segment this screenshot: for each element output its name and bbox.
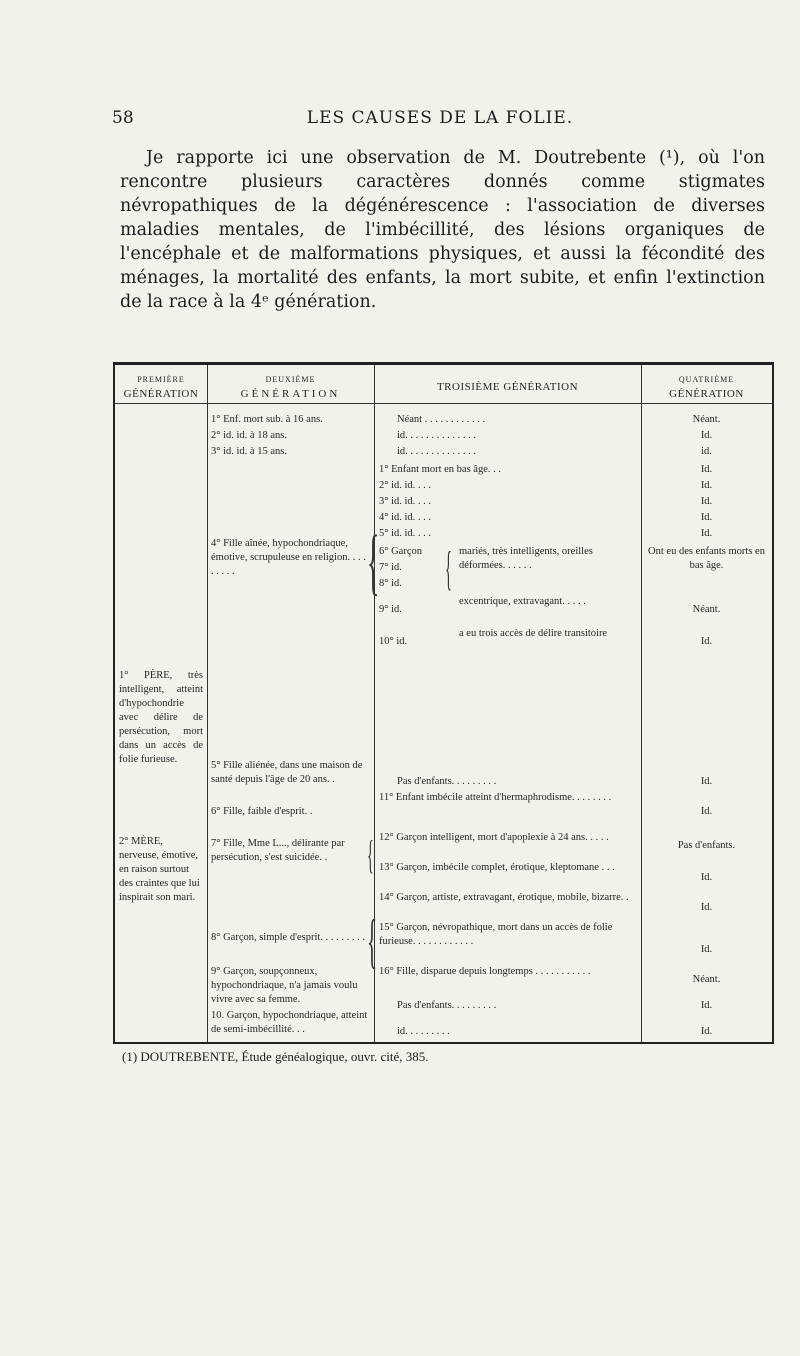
header-gen2 bbox=[207, 373, 374, 401]
gen3-row-6: 3° id. id. . . . bbox=[379, 496, 432, 507]
gen3-row-14: 12° Garçon intelligent, mort d'apoplexie à 24 ans. . . . . bbox=[379, 832, 609, 843]
gen2-item-8: 8° Garçon, simple d'esprit. . . . . . . . . bbox=[211, 932, 365, 943]
header-gen1 bbox=[115, 373, 207, 401]
gen4-row-2: Id. bbox=[700, 430, 713, 441]
header-divider bbox=[115, 403, 772, 404]
gen4-row-12: Id. bbox=[700, 776, 713, 787]
gen4-row-14: Pas d'enfants. bbox=[677, 840, 736, 851]
gen2-item-1: 1° Enf. mort sub. à 16 ans. bbox=[211, 414, 323, 425]
gen3-row-9c: 8° id. bbox=[379, 578, 402, 589]
gen3-row-10a: 9° id. bbox=[379, 604, 402, 615]
gen3-row-5: 2° id. id. . . . bbox=[379, 480, 432, 491]
gen3-row-12: Pas d'enfants. . . . . . . . . bbox=[397, 776, 497, 787]
running-header bbox=[112, 108, 768, 132]
gen3-row-17: 15° Garçon, névropathique, mort dans un accès de folie furieuse. . . . . . . . . . . . bbox=[379, 922, 613, 947]
gen1-mere: 2° MÈRE, nerveuse, émotive, en raison surtout des craintes que lui inspirait son mari. bbox=[119, 836, 200, 903]
gen2-item-7: 7° Fille, Mme L..., délirante par persécution, s'est suicidée. . bbox=[211, 838, 345, 863]
header-gen3 bbox=[374, 380, 641, 394]
gen3-row-1: Néant . . . . . . . . . . . . bbox=[397, 414, 486, 425]
gen1-pere: 1° PÈRE, très intelligent, atteint d'hypochondrie avec délire de persécution, mort dans un accès de folie furieuse. bbox=[119, 670, 203, 765]
header-gen4 bbox=[641, 373, 772, 401]
gen3-row-8: 5° id. id. . . . bbox=[379, 528, 432, 539]
gen3-row-9-text: mariés, très intelligents, oreilles déformées. . . . . . bbox=[459, 546, 593, 571]
gen3-row-4: 1° Enfant mort en bas âge. . . bbox=[379, 464, 501, 475]
gen4-row-8: Id. bbox=[700, 528, 713, 539]
gen4-row-1: Néant. bbox=[692, 414, 721, 425]
gen3-row-3: id. . . . . . . . . . . . . . bbox=[397, 446, 477, 457]
intro-paragraph: Je rapporte ici une observation de M. Doutrebente (¹), où l'on rencontre plusieurs caractères donnés comme stigmates névropathiques de la dégénérescence : l'association de diverses maladies mentales, de l'imbécillité, des lésions organiques de l'encéphale et de malformations physiques, et aussi la fécondité des ménages, la mortalité des enfants, la mort subite, et enfin l'extinction de la race à la 4ᵉ génération. bbox=[120, 148, 765, 312]
gen2-item-5: 5° Fille aliénée, dans une maison de santé depuis l'âge de 20 ans. . bbox=[211, 760, 363, 785]
header-gen4-top: QUATRIÈME bbox=[678, 375, 735, 384]
gen4-row-9: Ont eu des enfants morts en bas âge. bbox=[648, 546, 765, 571]
gen3-row-13: 11° Enfant imbécile atteint d'hermaphrodisme. . . . . . . . bbox=[379, 792, 612, 803]
genealogy-table bbox=[113, 362, 774, 1044]
footnote: (1) DOUTREBENTE, Étude généalogique, ouvr. cité, 385. bbox=[122, 1049, 429, 1064]
gen4-row-10: Néant. bbox=[692, 604, 721, 615]
gen3-row-19: Pas d'enfants. . . . . . . . . bbox=[397, 1000, 497, 1011]
gen3-row-2: id. . . . . . . . . . . . . . bbox=[397, 430, 477, 441]
gen2-item-10: 10. Garçon, hypochondriaque, atteint de semi-imbécillité. . . bbox=[211, 1010, 368, 1035]
gen3-row-11a: 10° id. bbox=[379, 636, 408, 647]
column-divider bbox=[207, 365, 208, 1042]
running-title: LES CAUSES DE LA FOLIE. bbox=[306, 108, 574, 128]
gen2-item-9: 9° Garçon, soupçonneux, hypochondriaque, n'a jamais voulu vivre avec sa femme. bbox=[211, 966, 358, 1005]
gen3-row-20: id. . . . . . . . . bbox=[397, 1026, 450, 1037]
gen4-row-18: Néant. bbox=[692, 974, 721, 985]
header-gen4-bottom: GÉNÉRATION bbox=[669, 388, 744, 400]
gen3-row-11-text: a eu trois accès de délire transitoire bbox=[459, 628, 608, 639]
gen4-row-13: Id. bbox=[700, 806, 713, 817]
gen3-row-10-text: excentrique, extravagant. . . . . bbox=[459, 596, 586, 607]
header-gen2-bottom: GÉNÉRATION bbox=[240, 388, 341, 400]
brace-gen2-4: { bbox=[367, 521, 380, 603]
gen4-row-19: Id. bbox=[700, 1000, 713, 1011]
gen2-item-2: 2° id. id. à 18 ans. bbox=[211, 430, 287, 441]
header-gen3-label: TROISIÈME GÉNÉRATION bbox=[436, 381, 579, 393]
gen3-row-7: 4° id. id. . . . bbox=[379, 512, 432, 523]
gen4-row-15: Id. bbox=[700, 872, 713, 883]
page-number: 58 bbox=[112, 108, 134, 128]
gen4-row-16: Id. bbox=[700, 902, 713, 913]
gen4-row-11: Id. bbox=[700, 636, 713, 647]
gen3-row-16: 14° Garçon, artiste, extravagant, érotique, mobile, bizarre. . bbox=[379, 892, 629, 903]
gen4-row-17: Id. bbox=[700, 944, 713, 955]
header-gen2-top: DEUXIÈME bbox=[265, 375, 316, 384]
gen4-row-20: Id. bbox=[700, 1026, 713, 1037]
brace-gen3-married: { bbox=[445, 542, 452, 595]
gen4-row-5: Id. bbox=[700, 480, 713, 491]
gen4-row-7: Id. bbox=[700, 512, 713, 523]
gen2-item-4: 4° Fille aînée, hypochondriaque, émotive, scrupuleuse en religion. . . . . . . . . bbox=[211, 538, 366, 577]
header-gen1-top: PREMIÈRE bbox=[137, 375, 185, 384]
gen4-row-3: id. bbox=[701, 446, 712, 457]
gen3-row-15: 13° Garçon, imbécile complet, érotique, kleptomane . . . bbox=[379, 862, 615, 873]
gen4-row-4: Id. bbox=[700, 464, 713, 475]
gen3-row-9a: 6° Garçon bbox=[379, 546, 422, 557]
gen2-item-3: 3° id. id. à 15 ans. bbox=[211, 446, 287, 457]
gen4-row-6: Id. bbox=[700, 496, 713, 507]
gen2-item-6: 6° Fille, faible d'esprit. . bbox=[211, 806, 313, 817]
header-gen1-bottom: GÉNÉRATION bbox=[123, 388, 199, 400]
gen3-row-9b: 7° id. bbox=[379, 562, 402, 573]
gen3-row-18: 16° Fille, disparue depuis longtemps . . . . . . . . . . . bbox=[379, 966, 591, 977]
brace-gen2-8: { bbox=[367, 908, 378, 974]
brace-gen2-7: { bbox=[367, 832, 374, 877]
